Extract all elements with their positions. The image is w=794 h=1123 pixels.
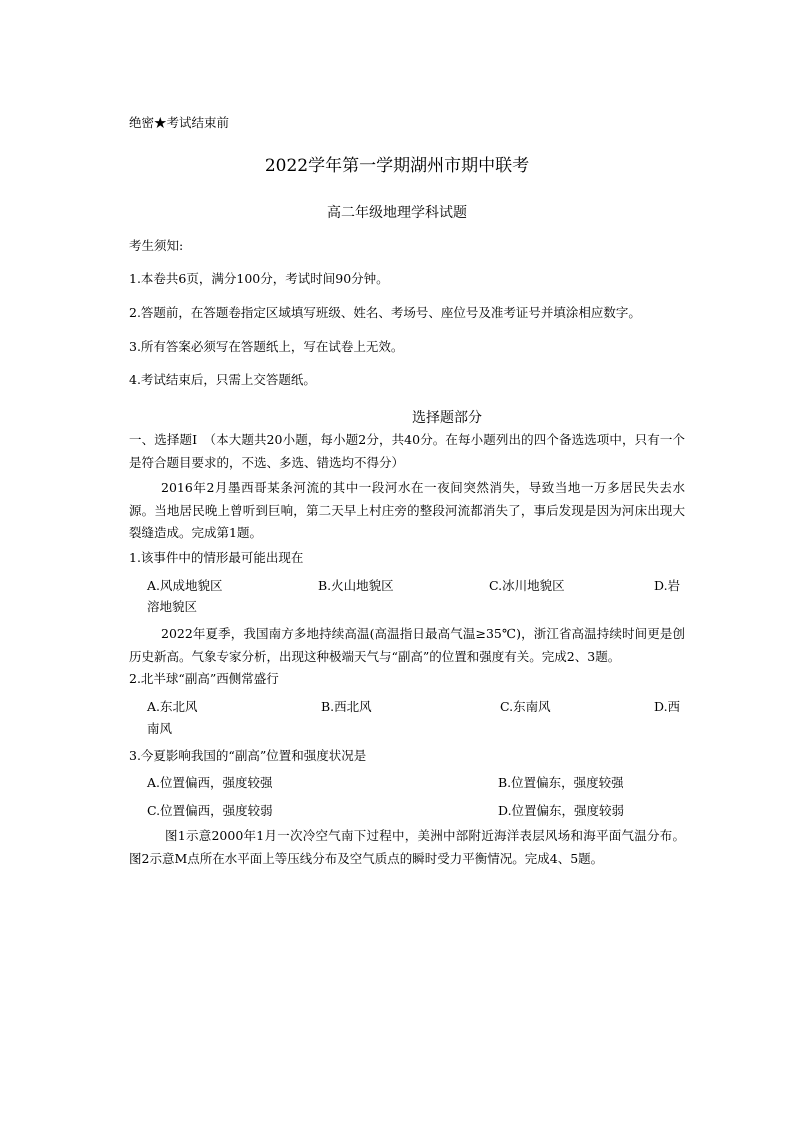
question-1-option-c: C.冰川地貌区 xyxy=(489,578,565,593)
question-1-option-d: D.岩 xyxy=(654,578,681,593)
secret-label: 绝密★考试结束前 xyxy=(129,115,230,130)
question-1-option-a: A.风成地貌区 xyxy=(147,578,223,593)
question-3-option-d: D.位置偏东，强度较弱 xyxy=(498,803,625,818)
notice-item-1: 1.本卷共6页，满分100分，考试时间90分钟。 xyxy=(129,271,389,286)
notice-heading: 考生须知: xyxy=(129,238,184,253)
question-1-stem: 1.该事件中的情形最可能出现在 xyxy=(129,550,304,565)
question-3-stem: 3.今夏影响我国的“副高”位置和强度状况是 xyxy=(129,748,367,763)
question-2-option-d-cont: 南风 xyxy=(147,721,173,736)
section-title: 选择题部分 xyxy=(412,410,482,426)
question-2-option-a: A.东北风 xyxy=(147,699,198,714)
question-2-option-b: B.西北风 xyxy=(321,699,372,714)
section-intro: 一、选择题Ⅰ （本大题共20小题，每小题2分，共40分。在每小题列出的四个备选选项中，只有一个是符合题目要求的，不选、多选、错选均不得分） xyxy=(129,432,685,470)
question-1-option-d-cont: 溶地貌区 xyxy=(147,599,198,614)
notice-item-4: 4.考试结束后，只需上交答题纸。 xyxy=(129,372,316,387)
passage-2: 2022年夏季，我国南方多地持续高温(高温指日最高气温≥35℃)，浙江省高温持续时间更是创历史新高。气象专家分析，出现这种极端天气与“副高”的位置和强度有关。完成2、3题。 xyxy=(129,626,685,664)
question-1-option-b: B.火山地貌区 xyxy=(318,578,394,593)
notice-item-3: 3.所有答案必须写在答题纸上，写在试卷上无效。 xyxy=(129,339,404,354)
exam-subtitle: 高二年级地理学科试题 xyxy=(327,205,467,221)
question-2-option-d: D.西 xyxy=(654,699,681,714)
notice-item-2: 2.答题前，在答题卷指定区域填写班级、姓名、考场号、座位号及准考证号并填涂相应数字。 xyxy=(129,305,641,320)
question-2-option-c: C.东南风 xyxy=(500,699,551,714)
question-2-stem: 2.北半球“副高”西侧常盛行 xyxy=(129,671,279,686)
question-3-option-b: B.位置偏东，强度较强 xyxy=(498,775,624,790)
question-3-option-a: A.位置偏西，强度较强 xyxy=(147,775,273,790)
exam-title: 2022学年第一学期湖州市期中联考 xyxy=(264,156,530,176)
passage-3: 图1示意2000年1月一次冷空气南下过程中，美洲中部附近海洋表层风场和海平面气温分布。图2示意M点所在水平面上等压线分布及空气质点的瞬时受力平衡情况。完成4、5题。 xyxy=(129,828,685,866)
question-3-option-c: C.位置偏西，强度较弱 xyxy=(147,803,273,818)
passage-1: 2016年2月墨西哥某条河流的其中一段河水在一夜间突然消失，导致当地一万多居民失去水源。当地居民晚上曾听到巨响，第二天早上村庄旁的整段河流都消失了，事后发现是因为河床出现大裂缝造成。完成第1题。 xyxy=(129,480,685,540)
